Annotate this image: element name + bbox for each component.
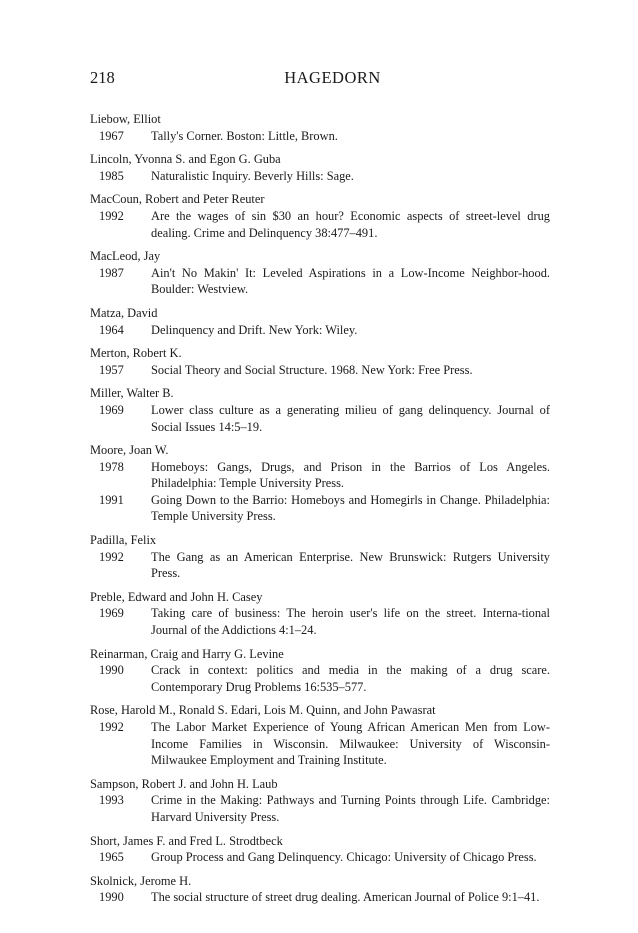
- reference-work: [90, 719, 550, 769]
- reference-work: [90, 128, 550, 145]
- reference-year: 1992: [99, 208, 124, 223]
- reference-entry: [90, 248, 550, 298]
- reference-year: 1992: [99, 549, 124, 564]
- reference-author: Padilla, Felix: [90, 533, 157, 548]
- reference-citation: The social structure of street drug dealing. American Journal of Police 9:1–41.: [151, 890, 540, 905]
- reference-work: [90, 849, 550, 866]
- reference-year: 1985: [99, 168, 124, 183]
- reference-citation: Tally's Corner. Boston: Little, Brown.: [151, 128, 338, 143]
- page-number: 218: [90, 68, 115, 87]
- reference-citation: Ain't No Makin' It: Leveled Aspirations in a Low-Income Neighbor-hood. Boulder: Westview.: [151, 265, 550, 297]
- reference-author: Matza, David: [90, 305, 158, 320]
- reference-citation: Crack in context: politics and media in the making of a drug scare. Contemporary Drug Problems 16:535–577.: [151, 663, 550, 694]
- reference-citation: Group Process and Gang Delinquency. Chicago: University of Chicago Press.: [151, 850, 537, 865]
- reference-author: Short, James F. and Fred L. Strodtbeck: [90, 833, 283, 848]
- reference-entry: [90, 191, 550, 241]
- reference-entry: [90, 873, 550, 906]
- reference-entry: [90, 305, 550, 338]
- reference-year: 1965: [99, 850, 124, 865]
- reference-entry: [90, 589, 550, 639]
- reference-year: 1987: [99, 265, 124, 280]
- reference-citation: Naturalistic Inquiry. Beverly Hills: Sage.: [151, 168, 354, 183]
- reference-work: [90, 168, 550, 185]
- reference-entry: [90, 442, 550, 525]
- reference-citation: Going Down to the Barrio: Homeboys and Homegirls in Change. Philadelphia: Temple University Press.: [151, 492, 550, 524]
- reference-entry: [90, 702, 550, 768]
- reference-work: [90, 402, 550, 435]
- reference-year: 1964: [99, 322, 124, 337]
- reference-citation: Lower class culture as a generating milieu of gang delinquency. Journal of Social Issues 14:5–19.: [151, 402, 550, 434]
- reference-author: MacLeod, Jay: [90, 249, 161, 264]
- running-head: [90, 68, 545, 92]
- reference-author: Merton, Robert K.: [90, 346, 182, 361]
- reference-author: Skolnick, Jerome H.: [90, 873, 192, 888]
- reference-year: 1993: [99, 793, 124, 808]
- reference-author: Lincoln, Yvonna S. and Egon G. Guba: [90, 152, 281, 167]
- reference-author: Preble, Edward and John H. Casey: [90, 589, 263, 604]
- reference-year: 1991: [99, 492, 124, 507]
- reference-work: [90, 605, 550, 638]
- reference-author: Moore, Joan W.: [90, 443, 169, 458]
- reference-work: [90, 492, 550, 525]
- reference-list: [90, 111, 550, 913]
- reference-year: 1969: [99, 402, 124, 417]
- reference-author: Miller, Walter B.: [90, 386, 174, 401]
- reference-author: Reinarman, Craig and Harry G. Levine: [90, 646, 284, 661]
- reference-work: [90, 889, 550, 906]
- reference-work: [90, 322, 550, 339]
- reference-entry: [90, 532, 550, 582]
- reference-entry: [90, 385, 550, 435]
- reference-year: 1969: [99, 606, 124, 621]
- reference-entry: [90, 646, 550, 696]
- reference-work: [90, 208, 550, 241]
- reference-citation: Crime in the Making: Pathways and Turning Points through Life. Cambridge: Harvard University Press.: [151, 793, 550, 824]
- reference-year: 1992: [99, 720, 124, 734]
- reference-year: 1990: [99, 663, 124, 678]
- reference-citation: The Gang as an American Enterprise. New Brunswick: Rutgers University Press.: [151, 549, 550, 581]
- reference-citation: The Labor Market Experience of Young African American Men from Low-Income Families in Wisconsin. Milwaukee: University of Wisconsin-Milwaukee Employment and Training Institute.: [151, 720, 550, 768]
- reference-work: [90, 662, 550, 695]
- reference-citation: Homeboys: Gangs, Drugs, and Prison in the Barrios of Los Angeles. Philadelphia: Temple University Press.: [151, 459, 550, 491]
- reference-entry: [90, 776, 550, 826]
- running-title: HAGEDORN: [284, 68, 381, 87]
- reference-work: [90, 459, 550, 492]
- reference-citation: Delinquency and Drift. New York: Wiley.: [151, 322, 358, 337]
- reference-author: Sampson, Robert J. and John H. Laub: [90, 776, 278, 791]
- reference-year: 1967: [99, 128, 124, 143]
- reference-entry: [90, 833, 550, 866]
- reference-entry: [90, 345, 550, 378]
- reference-work: [90, 265, 550, 298]
- reference-entry: [90, 111, 550, 144]
- reference-citation: Are the wages of sin $30 an hour? Economic aspects of street-level drug dealing. Crime and Delinquency 38:477–491.: [151, 208, 550, 240]
- reference-work: [90, 792, 550, 825]
- reference-author: MacCoun, Robert and Peter Reuter: [90, 192, 265, 207]
- reference-author: Liebow, Elliot: [90, 112, 161, 126]
- reference-work: [90, 549, 550, 582]
- reference-citation: Social Theory and Social Structure. 1968. New York: Free Press.: [151, 362, 473, 377]
- reference-entry: [90, 151, 550, 184]
- reference-year: 1957: [99, 362, 124, 377]
- reference-work: [90, 362, 550, 379]
- reference-year: 1990: [99, 890, 124, 905]
- reference-year: 1978: [99, 459, 124, 474]
- reference-citation: Taking care of business: The heroin user's life on the street. Interna-tional Journal of the Addictions 4:1–24.: [151, 606, 550, 638]
- reference-author: Rose, Harold M., Ronald S. Edari, Lois M. Quinn, and John Pawasrat: [90, 703, 436, 718]
